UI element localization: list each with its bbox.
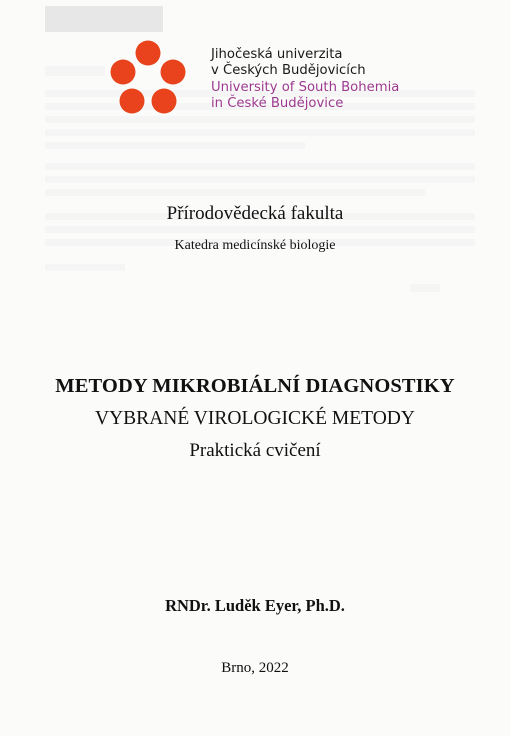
show-through-line — [45, 176, 475, 183]
document-title: METODY MIKROBIÁLNÍ DIAGNOSTIKY — [55, 375, 455, 397]
show-through-line — [45, 66, 105, 76]
show-through-line — [410, 284, 440, 292]
show-through-line — [45, 129, 475, 136]
logo-dot — [161, 60, 186, 85]
document-subtitle: VYBRANÉ VIROLOGICKÉ METODY — [95, 408, 415, 429]
show-through-line — [45, 226, 475, 233]
logo-dot — [111, 60, 136, 85]
logo-dot — [136, 41, 161, 66]
faculty-name: Přírodovědecká fakulta — [166, 203, 344, 224]
show-through-line — [45, 163, 475, 170]
logo-dot — [120, 89, 145, 114]
show-through-line — [45, 189, 425, 196]
university-name-en-line1: University of South Bohemia — [211, 79, 400, 95]
department-name: Katedra medicínské biologie — [174, 238, 336, 253]
show-through-line — [45, 264, 125, 271]
university-name-en-line2: in České Budějovice — [211, 96, 344, 112]
university-name — [211, 47, 399, 113]
university-name-cz-line1: Jihočeská univerzita — [211, 47, 343, 62]
show-through-mark — [45, 6, 163, 32]
university-logo — [108, 40, 188, 118]
author-name: RNDr. Luděk Eyer, Ph.D. — [165, 596, 345, 615]
document-subtitle-practical: Praktická cvičení — [189, 440, 321, 461]
university-name-cz-line2: v Českých Budějovicích — [211, 63, 366, 79]
logo-dot — [152, 89, 177, 114]
show-through-line — [45, 142, 305, 149]
place-and-year: Brno, 2022 — [221, 660, 289, 676]
